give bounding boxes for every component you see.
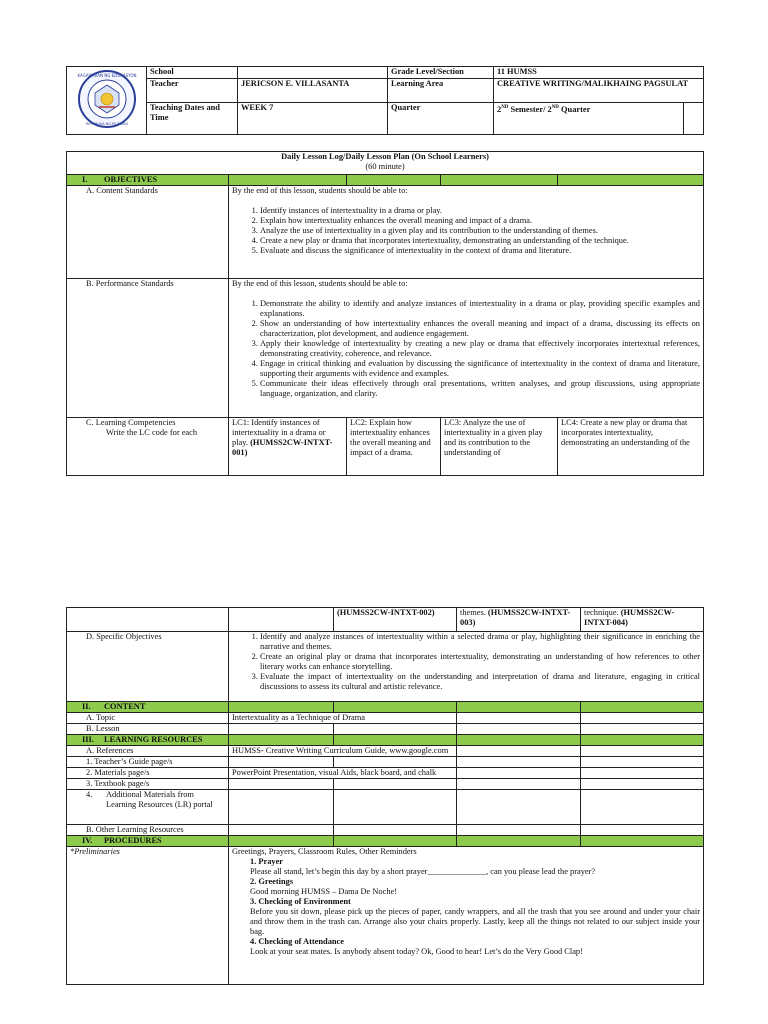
value-quarter: 2ND Semester/ 2ND Quarter	[494, 103, 684, 135]
section-content: II. CONTENT	[67, 702, 229, 713]
label-performance-standards: B. Performance Standards	[67, 279, 229, 418]
content-standard-item: 5. Evaluate and discuss the significance of intertextuality in the context of drama and literature.	[260, 246, 700, 256]
lc4-tail: technique. (HUMSS2CW-INTXT-004)	[581, 608, 704, 632]
performance-standard-item: 4. Engage in critical thinking and evaluation by discussing the significance of intertextuality in the context of drama and literature, supporting their arguments with evidence and examples.	[260, 359, 700, 379]
value-teaching-dates: WEEK 7	[238, 103, 388, 135]
label-grade-level: Grade Level/Section	[388, 67, 494, 79]
lc2-code: (HUMSS2CW-INTXT-002)	[334, 608, 457, 632]
content-standards-cell	[229, 186, 704, 279]
prayer-text: Please all stand, let’s begin this day by a short prayer______________, can you please lead the prayer?	[250, 867, 596, 876]
content-standards-intro: By the end of this lesson, students should be able to:	[232, 186, 408, 195]
value-materials: PowerPoint Presentation, visual Aids, black board, and chalk	[229, 768, 457, 779]
section-procedures: IV. PROCEDURES	[67, 836, 229, 847]
lc1-cell: LC1: Identify instances of intertextuality in a drama or play. (HUMSS2CW-INTXT-001)	[229, 418, 347, 476]
section-learning-resources: III. LEARNING RESOURCES	[67, 735, 229, 746]
section-objectives: I. OBJECTIVES	[67, 175, 229, 186]
label-materials: 2. Materials page/s	[67, 768, 229, 779]
environment-text: Before you sit down, please pick up the pieces of paper, candy wrappers, and all the trash that you see around and under your chair and throw them in the trash can. Arrange also your chairs properly. Lastly, keep all the things not related to our subject inside your bag.	[250, 907, 700, 936]
seal-subtext: REPUBLIKA NG PILIPINAS	[85, 122, 128, 126]
performance-standard-item: 1. Demonstrate the ability to identify and analyze instances of intertextuality in a drama or play, providing specific examples and explanations.	[260, 299, 700, 319]
greetings-heading: 2. Greetings	[250, 877, 294, 886]
attendance-text: Look at your seat mates. Is anybody absent today? Ok, Good to hear! Let’s do the Very Good Clap!	[250, 947, 583, 956]
preliminaries-intro: Greetings, Prayers, Classroom Rules, Other Reminders	[232, 847, 417, 856]
lc3-cell: LC3: Analyze the use of intertextuality in a given play and its contribution to the understanding of	[441, 418, 558, 476]
lc2-cell: LC2: Explain how intertextuality enhances the overall meaning and impact of a drama.	[347, 418, 441, 476]
prayer-heading: 1. Prayer	[250, 857, 284, 866]
performance-standard-item: 3. Apply their knowledge of intertextuality by creating a new play or drama that effectively incorporates intertextual references, demonstrating creativity, coherence, and relevance.	[260, 339, 700, 359]
label-references: A. References	[67, 746, 229, 757]
value-grade-level: 11 HUMSS	[494, 67, 704, 79]
environment-heading: 3. Checking of Environment	[250, 897, 351, 906]
performance-standards-intro: By the end of this lesson, students should be able to:	[232, 279, 408, 288]
label-preliminaries: *Preliminaries	[67, 847, 229, 985]
preliminaries-cell	[229, 847, 704, 985]
performance-standard-item: 2. Show an understanding of how intertextuality enhances the overall meaning and impact of a drama, discussing its effects on characterization, plot development, and audience engagement.	[260, 319, 700, 339]
lesson-plan-table-page1	[66, 151, 704, 476]
attendance-heading: 4. Checking of Attendance	[250, 937, 344, 946]
value-learning-area: CREATIVE WRITING/MALIKHAING PAGSULAT	[494, 78, 704, 102]
label-topic: A. Topic	[67, 713, 229, 724]
lesson-plan-table-page2	[66, 607, 704, 985]
content-standard-item: 4. Create a new play or drama that incorporates intertextuality, demonstrating an understanding of the technique.	[260, 236, 700, 246]
specific-objective-item: 1. Identify and analyze instances of intertextuality within a selected drama or play, highlighting their significance in enriching the narrative and themes.	[260, 632, 700, 652]
content-standard-item: 1. Identify instances of intertextuality in a drama or play.	[260, 206, 700, 216]
label-quarter: Quarter	[388, 103, 494, 135]
label-school: School	[147, 67, 238, 79]
label-teaching-dates: Teaching Dates and Time	[147, 103, 238, 135]
deped-seal	[67, 67, 147, 135]
label-teachers-guide: 1. Teacher’s Guide page/s	[67, 757, 229, 768]
label-textbook: 3. Textbook page/s	[67, 779, 229, 790]
plan-title: Daily Lesson Log/Daily Lesson Plan (On School Learners)	[281, 152, 489, 161]
performance-standard-item: 5. Communicate their ideas effectively through oral presentations, written analyses, and group discussions, using appropriate language, organization, and clarity.	[260, 379, 700, 399]
lc4-cell: LC4: Create a new play or drama that incorporates intertextuality, demonstrating an understanding of the	[558, 418, 704, 476]
plan-title-cell	[67, 152, 704, 175]
label-learning-competencies: C. Learning Competencies Write the LC code for each	[67, 418, 229, 476]
label-specific-objectives: D. Specific Objectives	[67, 632, 229, 702]
value-teacher: JERICSON E. VILLASANTA	[238, 78, 388, 102]
label-lesson: B. Lesson	[67, 724, 229, 735]
specific-objectives-cell	[229, 632, 704, 702]
greetings-text: Good morning HUMSS – Dama De Noche!	[250, 887, 398, 896]
label-additional-materials: 4. Additional Materials from Learning Resources (LR) portal	[67, 790, 229, 825]
performance-standards-cell	[229, 279, 704, 418]
content-standard-item: 2. Explain how intertextuality enhances the overall meaning and impact of a drama.	[260, 216, 700, 226]
deped-seal-icon	[77, 69, 137, 129]
value-references: HUMSS- Creative Writing Curriculum Guide, www.google.com	[229, 746, 457, 757]
label-content-standards: A. Content Standards	[67, 186, 229, 279]
label-other-resources: B. Other Learning Resources	[67, 825, 229, 836]
specific-objective-item: 3. Evaluate the impact of intertextuality on the understanding and interpretation of drama and literature, engaging in critical discussions to assess its cultural and artistic relevance.	[260, 672, 700, 692]
school-info-table	[66, 66, 704, 135]
plan-subtitle: (60 minute)	[365, 162, 405, 171]
lc3-tail: themes. (HUMSS2CW-INTXT-003)	[457, 608, 581, 632]
value-school	[238, 67, 388, 79]
seal-text: KAGAWARAN NG EDUKASYON	[76, 73, 137, 78]
specific-objective-item: 2. Create an original play or drama that incorporates intertextuality, demonstrating an understanding of how references to other literary works can enhance storytelling.	[260, 652, 700, 672]
value-topic: Intertextuality as a Technique of Drama	[229, 713, 457, 724]
value-lesson	[229, 724, 334, 735]
label-teacher: Teacher	[147, 78, 238, 102]
label-learning-area: Learning Area	[388, 78, 494, 102]
content-standard-item: 3. Analyze the use of intertextuality in a given play and its contribution to the understanding of themes.	[260, 226, 700, 236]
